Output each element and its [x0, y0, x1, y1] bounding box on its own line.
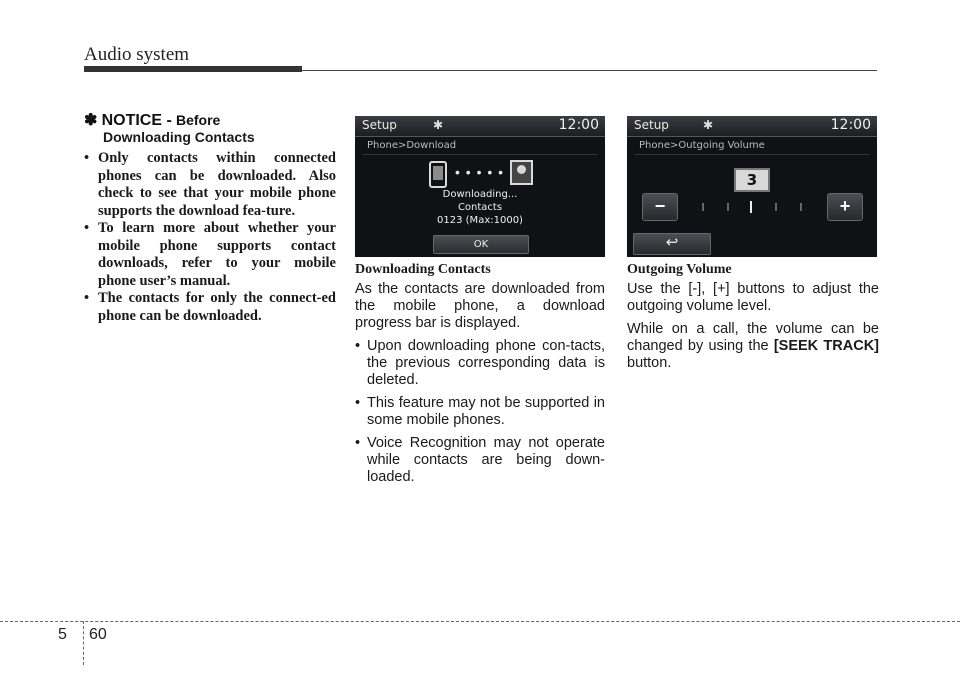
volume-paragraph: Use the [-], [+] buttons to adjust the outgoing volume level.: [627, 281, 879, 314]
volume-tick: [775, 203, 777, 211]
download-item: Contacts: [457, 202, 503, 213]
contact-icon: [510, 160, 533, 185]
seek-prefix: While on a call, the volume can be changed by using the: [627, 321, 879, 354]
volume-level-display: 3: [734, 168, 770, 192]
list-item: • The contacts for only the connect-ed phone can be downloaded.: [84, 290, 336, 325]
list-item: • Voice Recognition may not operate while contacts are being down-loaded.: [355, 435, 605, 486]
header-rule: [302, 70, 877, 71]
download-column: [355, 112, 605, 492]
volume-tick: [727, 203, 729, 211]
screen-divider: [635, 154, 869, 155]
notice-title-rest: Downloading Contacts: [103, 129, 255, 145]
screen-top-bar: [355, 116, 605, 137]
download-screen: [355, 116, 605, 257]
volume-caption: Outgoing Volume: [627, 262, 732, 277]
notice-label: NOTICE -: [101, 112, 172, 129]
screen-title: Setup: [634, 118, 669, 132]
volume-tick: [702, 203, 704, 211]
screen-clock: 12:00: [558, 117, 599, 133]
list-item: • Upon downloading phone con-tacts, the previous corresponding data is deleted.: [355, 338, 605, 389]
screen-breadcrumb: Phone>Download: [367, 140, 457, 151]
back-button[interactable]: ↩: [633, 233, 711, 255]
list-item: • This feature may not be supported in some mobile phones.: [355, 395, 605, 429]
notice-heading: [84, 112, 336, 129]
ok-button[interactable]: OK: [433, 235, 529, 254]
screen-top-bar: [627, 116, 877, 137]
volume-tick: [800, 203, 802, 211]
download-count: 0123 (Max:1000): [437, 215, 523, 226]
header-title: Audio system: [84, 44, 190, 65]
seek-track-label: [SEEK TRACK]: [773, 338, 879, 354]
download-bullets: [355, 338, 605, 486]
list-item: • Only contacts within connected phones can be downloaded. Also check to see that your mobile phone supports the download fea-ture.: [84, 150, 336, 220]
notice-column: [84, 112, 336, 325]
footer-rule: [0, 621, 960, 622]
volume-paragraph-seek: [627, 321, 879, 372]
phone-icon: [429, 161, 447, 188]
chapter-number: 5: [58, 626, 67, 643]
list-item: • To learn more about whether your mobile phone supports contact downloads, refer to your mobile phone user’s manual.: [84, 220, 336, 290]
download-status: Downloading...: [442, 189, 518, 200]
volume-screen: [627, 116, 877, 257]
notice-list: [84, 150, 336, 325]
screen-title: Setup: [362, 118, 397, 132]
notice-star-icon: ✽: [84, 112, 98, 129]
volume-plus-button[interactable]: +: [827, 193, 863, 221]
volume-column: [627, 112, 879, 378]
bluetooth-icon: ✱: [703, 118, 714, 132]
page-number: 60: [89, 626, 107, 643]
download-paragraph: As the contacts are downloaded from the mobile phone, a download progress bar is displayed.: [355, 281, 605, 331]
screen-divider: [363, 154, 597, 155]
footer-divider: [83, 621, 84, 665]
volume-minus-button[interactable]: −: [642, 193, 678, 221]
screen-breadcrumb: Phone>Outgoing Volume: [639, 140, 765, 151]
progress-dots: • • • • •: [455, 164, 505, 180]
download-caption: Downloading Contacts: [355, 262, 491, 277]
seek-suffix: button.: [627, 355, 672, 371]
screen-clock: 12:00: [830, 117, 871, 133]
bluetooth-icon: ✱: [433, 118, 444, 132]
header-bar: [84, 66, 302, 72]
notice-title-start: Before: [175, 112, 221, 128]
volume-tick-active: [750, 201, 752, 213]
